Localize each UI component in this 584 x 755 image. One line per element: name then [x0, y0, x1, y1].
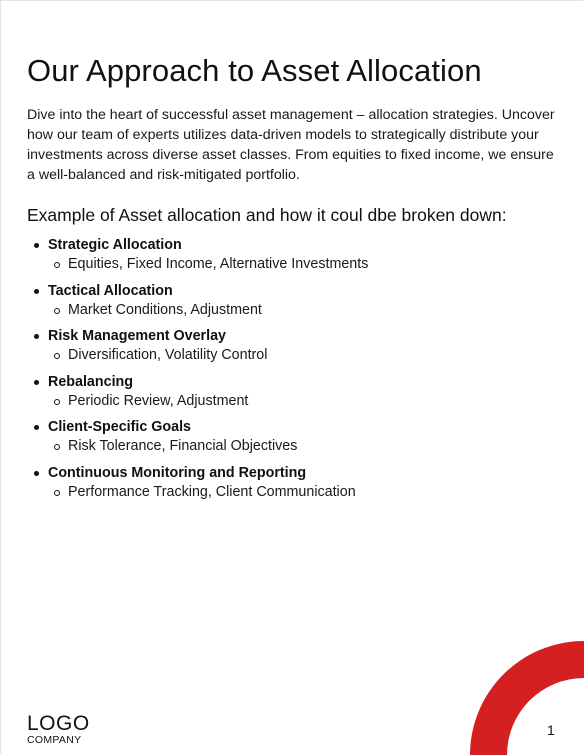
bullet-dot-icon: [34, 471, 39, 476]
company-logo: [27, 713, 90, 746]
bullet-circle-icon: [54, 399, 60, 405]
allocation-title: [27, 418, 547, 437]
bullet-circle-icon: [54, 490, 60, 496]
allocation-detail-text: Market Conditions, Adjustment: [68, 301, 262, 318]
allocation-detail-text: Diversification, Volatility Control: [68, 347, 268, 363]
list-item: [27, 327, 547, 365]
bullet-dot-icon: [34, 243, 39, 248]
list-item: [27, 282, 547, 320]
decorative-arc: [470, 640, 584, 755]
allocation-title-text: Continuous Monitoring and Reporting: [48, 464, 307, 481]
allocation-detail: [27, 437, 547, 456]
allocation-list: [27, 236, 547, 509]
red-arc-shape: [470, 641, 584, 755]
allocation-title: [27, 327, 547, 346]
allocation-detail-text: Periodic Review, Adjustment: [68, 392, 249, 409]
allocation-title-text: Tactical Allocation: [48, 282, 173, 299]
bullet-circle-icon: [54, 444, 60, 450]
allocation-detail-text: Equities, Fixed Income, Alternative Investments: [68, 256, 369, 272]
logo-text: LOGO: [27, 712, 90, 735]
list-item: [27, 464, 547, 502]
allocation-detail: [27, 301, 547, 320]
list-item: [27, 373, 547, 411]
allocation-detail: [27, 483, 547, 502]
page-title: Our Approach to Asset Allocation: [27, 53, 482, 88]
bullet-circle-icon: [54, 353, 60, 359]
bullet-circle-icon: [54, 308, 60, 314]
allocation-title: [27, 282, 547, 301]
allocation-title-text: Risk Management Overlay: [48, 328, 226, 344]
allocation-detail: [27, 346, 547, 365]
allocation-title: [27, 236, 547, 255]
allocation-title-text: Rebalancing: [48, 373, 134, 390]
bullet-dot-icon: [34, 334, 39, 339]
bullet-dot-icon: [34, 425, 39, 430]
allocation-title-text: Client-Specific Goals: [48, 419, 192, 435]
allocation-detail-text: Performance Tracking, Client Communication: [68, 483, 356, 500]
allocation-title-text: Strategic Allocation: [48, 237, 182, 253]
bullet-dot-icon: [34, 380, 39, 385]
logo-company-text: COMPANY: [27, 734, 82, 746]
allocation-detail: [27, 255, 547, 274]
allocation-detail-text: Risk Tolerance, Financial Objectives: [68, 438, 298, 454]
page-number: 1: [547, 722, 555, 738]
list-item: [27, 418, 547, 456]
list-item: [27, 236, 547, 274]
allocation-detail: [27, 392, 547, 411]
allocation-title: [27, 373, 547, 392]
bullet-circle-icon: [54, 262, 60, 268]
bullet-dot-icon: [34, 289, 39, 294]
intro-paragraph: Dive into the heart of successful asset management – allocation strategies. Uncover how our team of experts utilizes data-driven models to strategically distribute your investments across diverse asset classes. From equities to fixed income, we ensure a well-balanced and risk-mitigated portfolio.: [27, 107, 555, 183]
section-subheading: Example of Asset allocation and how it coul dbe broken down:: [27, 205, 507, 225]
allocation-title: [27, 464, 547, 483]
